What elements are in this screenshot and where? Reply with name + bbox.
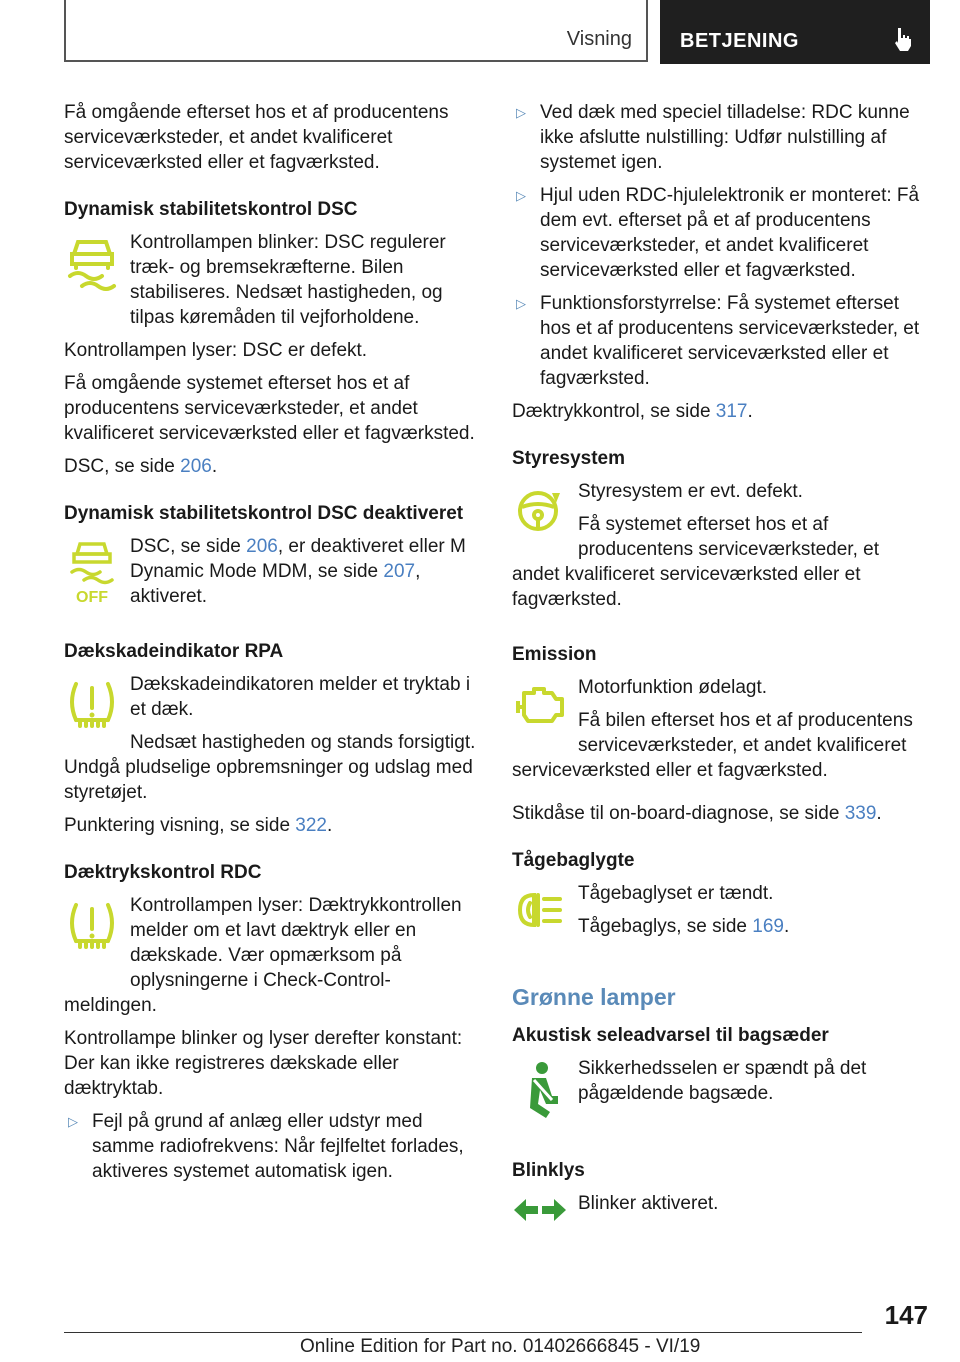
- list-item: ▷ Hjul uden RDC-hjulelektronik er monteret: Få dem evt. efterset på et af producentens serviceværksteder, et andet kvalificeret serviceværksted eller et fagværksted.: [516, 185, 920, 281]
- rdc-heading: Dæktrykskontrol RDC: [64, 862, 262, 883]
- rdc-text-2: Kontrollampe blinker og lyser derefter konstant: Der kan ikke registreres dækskade eller dæktryktab.: [64, 1028, 463, 1099]
- left-column: [64, 100, 478, 1192]
- fog-reference: Tågebaglys, se side 169.: [578, 916, 790, 937]
- list-item: ▷ Fejl på grund af anlæg eller udstyr med samme radiofrekvens: Når fejlfeltet forlades, aktiveres systemet automatisk igen.: [68, 1111, 464, 1182]
- dsc-off-heading: Dynamisk stabilitetskontrol DSC deaktiveret: [64, 503, 464, 524]
- belt-heading: Akustisk seleadvarsel til bagsæder: [512, 1025, 829, 1046]
- page-number: 147: [884, 1300, 928, 1330]
- fog-block: [512, 881, 930, 961]
- page-link[interactable]: 317: [715, 401, 748, 422]
- dsc-off-text: DSC, se side 206, er deaktiveret eller M Dynamic Mode MDM, se side 207, aktiveret.: [130, 536, 466, 607]
- belt-text-1: Sikkerhedsselen er spændt på det pågældende bagsæde.: [578, 1058, 867, 1104]
- rpa-block: [64, 672, 478, 813]
- triangle-bullet-icon: ▷: [516, 296, 526, 311]
- steering-wheel-icon: [512, 483, 578, 559]
- chapter-label: BETJENING: [680, 30, 799, 52]
- steering-text-2: Få systemet efterset hos et af producentens serviceværksteder, et andet kvalificeret serviceværksted eller et fagværksted.: [512, 514, 879, 610]
- triangle-bullet-icon: ▷: [516, 105, 526, 120]
- emission-block: [512, 675, 930, 791]
- steering-block: [512, 479, 930, 620]
- emission-reference: Stikdåse til on-board-diagnose, se side 339.: [512, 803, 882, 824]
- footer-divider: [64, 1332, 862, 1333]
- page-link[interactable]: 339: [844, 803, 877, 824]
- rpa-text-1: Dækskadeindikatoren melder et tryktab i et dæk.: [130, 674, 471, 720]
- turn-signal-icon: [512, 1195, 578, 1271]
- fog-text-1: Tågebaglyset er tændt.: [578, 883, 774, 904]
- green-lamps-heading: Grønne lamper: [512, 984, 676, 1010]
- rdc-text-1: Kontrollampen lyser: Dæktrykkontrollen melder om et lavt dæktryk eller en dækskade. Vær opmærksom på oplysningerne i Check-Control-meldingen.: [64, 895, 462, 1016]
- dsc-text-3: Få omgående systemet efterset hos et af producentens serviceværksteder, et andet kvalificeret serviceværksted eller et fagværksted.: [64, 373, 475, 444]
- dsc-block: [64, 230, 478, 338]
- page-link[interactable]: 207: [383, 561, 416, 582]
- engine-icon: [512, 679, 578, 755]
- rdc-reference: Dæktrykkontrol, se side 317.: [512, 401, 753, 422]
- page-link[interactable]: 322: [295, 815, 327, 836]
- page-link[interactable]: 206: [180, 456, 212, 477]
- page-link[interactable]: 206: [246, 536, 278, 557]
- page-header: [64, 0, 930, 64]
- dsc-off-icon: [64, 538, 130, 614]
- dsc-reference: DSC, se side 206.: [64, 456, 218, 477]
- steering-text-1: Styresystem er evt. defekt.: [578, 481, 803, 502]
- blink-heading: Blinklys: [512, 1160, 585, 1181]
- seatbelt-icon: [512, 1060, 578, 1136]
- intro-paragraph: Få omgående efterset hos et af producentens serviceværksteder, et andet kvalificeret serviceværksted eller et fagværksted.: [64, 102, 449, 173]
- list-item: ▷ Funktionsforstyrrelse: Få systemet efterset hos et af producentens serviceværksteder, et andet kvalificeret serviceværksted eller et fagværksted.: [516, 293, 920, 389]
- emission-text-1: Motorfunktion ødelagt.: [578, 677, 768, 698]
- svg-text:OFF: OFF: [76, 589, 108, 604]
- tire-pressure-icon: [64, 897, 130, 973]
- dsc-off-block: [64, 534, 478, 617]
- rpa-reference: Punktering visning, se side 322.: [64, 815, 333, 836]
- steering-heading: Styresystem: [512, 448, 626, 469]
- section-label: Visning: [566, 28, 632, 50]
- rpa-heading: Dækskadeindikator RPA: [64, 641, 284, 662]
- rdc-block: [64, 893, 478, 1026]
- fog-heading: Tågebaglygte: [512, 850, 635, 871]
- rpa-text-2: Nedsæt hastigheden og stands forsigtigt. Undgå pludselige opbremsninger og udslag med styretøjet.: [64, 732, 476, 803]
- section-box: [64, 0, 648, 62]
- page-link[interactable]: 169: [752, 916, 784, 937]
- triangle-bullet-icon: ▷: [68, 1114, 78, 1129]
- dsc-heading: Dynamisk stabilitetskontrol DSC: [64, 199, 358, 220]
- blink-text-1: Blinker aktiveret.: [578, 1193, 719, 1214]
- edition-footer: Online Edition for Part no. 01402666845 - VI/19: [300, 1336, 701, 1357]
- chapter-tab: [660, 0, 930, 64]
- dsc-text-2: Kontrollampen lyser: DSC er defekt.: [64, 340, 368, 361]
- dsc-icon: [64, 234, 130, 310]
- triangle-bullet-icon: ▷: [516, 188, 526, 203]
- dsc-text-1: Kontrollampen blinker: DSC regulerer træk- og bremsekræfterne. Bilen stabiliseres. Nedsæt hastigheden, og tilpas køremåden til vejforholdene.: [130, 232, 446, 328]
- emission-text-2: Få bilen efterset hos et af producentens serviceværksteder, et andet kvalificeret serviceværksted eller et fagværksted.: [512, 710, 913, 781]
- right-column: [512, 100, 930, 1271]
- rear-fog-light-icon: [512, 885, 578, 961]
- belt-block: [512, 1056, 930, 1136]
- list-item: ▷ Ved dæk med speciel tilladelse: RDC kunne ikke afslutte nulstilling: Udfør nulstilling af systemet igen.: [516, 102, 910, 173]
- blink-block: [512, 1191, 930, 1271]
- emission-heading: Emission: [512, 644, 597, 665]
- tire-warning-icon: [64, 676, 130, 752]
- hand-pointer-icon: [892, 26, 914, 52]
